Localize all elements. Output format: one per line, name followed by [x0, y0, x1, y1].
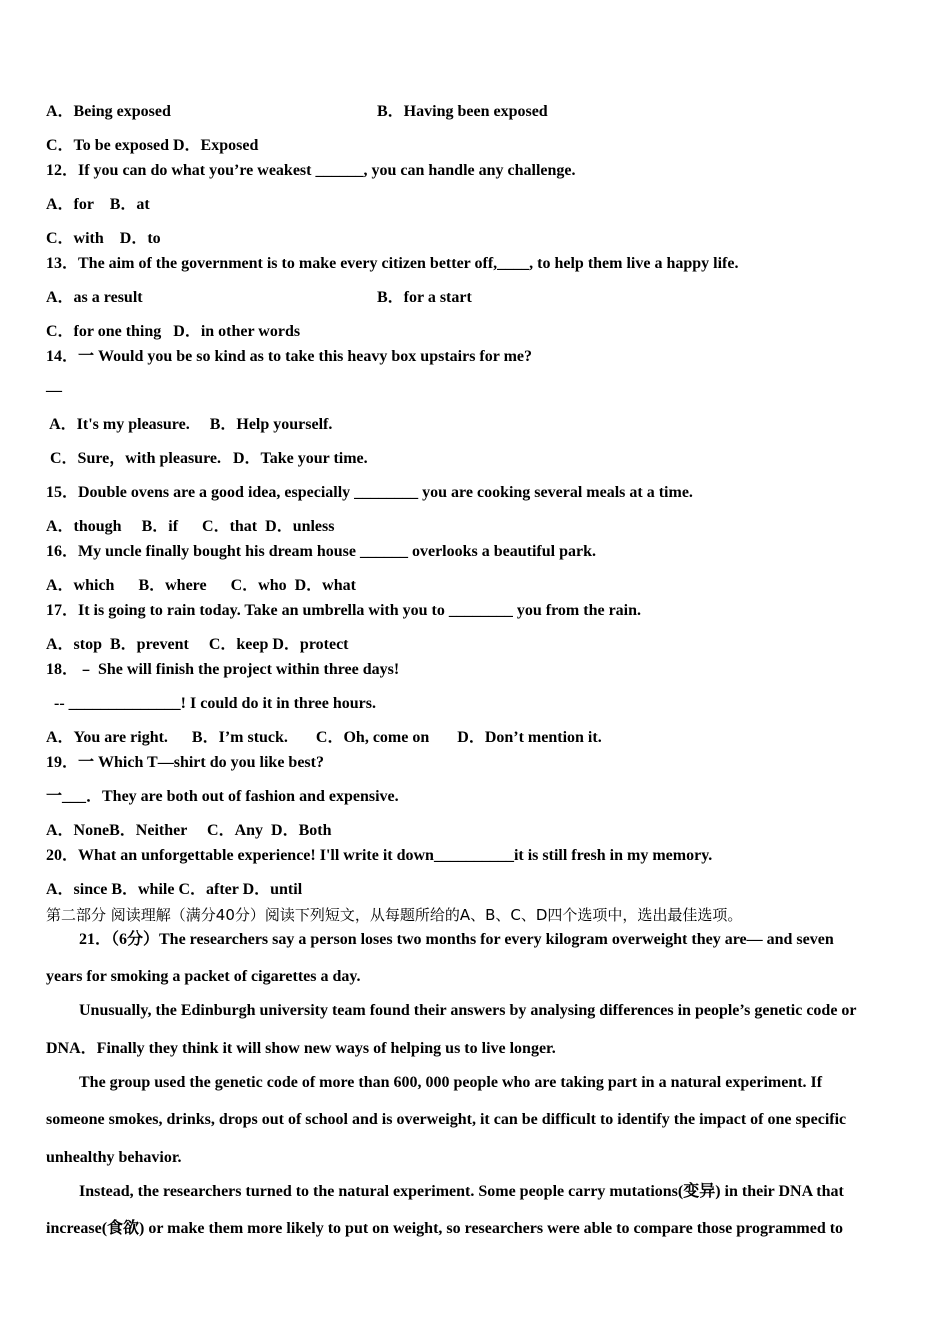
- passage-line-5: The group used the genetic code of more than 600, 000 people who are taking part in a natural experiment. If: [79, 1074, 823, 1091]
- q17-options: A．stop B．prevent C．keep D．protect: [46, 636, 349, 653]
- passage-line-7: unhealthy behavior.: [46, 1149, 182, 1166]
- question-14: 14．一 Would you be so kind as to take this heavy box upstairs for me?: [46, 348, 533, 365]
- passage-line-3: Unusually, the Edinburgh university team found their answers by analysing differences in people’s genetic code or: [79, 1002, 857, 1019]
- q18-options: A．You are right. B．I’m stuck. C．Oh, come on D．Don’t mention it.: [46, 729, 602, 746]
- q19-options: A．NoneB．Neither C．Any D．Both: [46, 822, 332, 839]
- passage-line-8: Instead, the researchers turned to the natural experiment. Some people carry mutations(变异) in their DNA that: [79, 1183, 844, 1200]
- question-17: 17．It is going to rain today. Take an umbrella with you to ________ you from the rain.: [46, 602, 642, 619]
- passage-line-9: increase(食欲) or make them more likely to put on weight, so researchers were able to compare those programmed to: [46, 1220, 844, 1237]
- passage-line-4: DNA．Finally they think it will show new ways of helping us to live longer.: [46, 1040, 556, 1057]
- q15-options: A．though B．if C．that D．unless: [46, 518, 335, 535]
- question-15: 15．Double ovens are a good idea, especially ________ you are cooking several meals at a time.: [46, 484, 693, 501]
- passage-line-1: 21．（6分）The researchers say a person loses two months for every kilogram overweight they are— and seven: [79, 931, 834, 948]
- q14-dialog-reply: —: [46, 382, 62, 399]
- q12-options-cd: C．with D．to: [46, 230, 161, 247]
- q16-options: A．which B．where C．who D．what: [46, 577, 356, 594]
- q14-options-cd: C．Sure，with pleasure. D．Take your time.: [46, 450, 368, 467]
- q13-option-b: B．for a start: [377, 289, 472, 306]
- question-20: 20．What an unforgettable experience! I'll write it down__________it is still fresh in my memory.: [46, 847, 713, 864]
- q11-option-b: B．Having been exposed: [377, 103, 548, 120]
- q11-option-a: A．Being exposed: [46, 103, 171, 120]
- q18-dialog-reply: -- ______________! I could do it in three hours.: [46, 695, 376, 712]
- passage-line-2: years for smoking a packet of cigarettes a day.: [46, 968, 361, 985]
- passage-line-6: someone smokes, drinks, drops out of school and is overweight, it can be difficult to identify the impact of one specific: [46, 1111, 847, 1128]
- q12-options-ab: A．for B．at: [46, 196, 150, 213]
- q14-options-ab: A．It's my pleasure. B．Help yourself.: [46, 416, 333, 433]
- question-18: 18．﹣ She will finish the project within three days!: [46, 661, 400, 678]
- q19-dialog-reply: 一___．They are both out of fashion and expensive.: [46, 788, 399, 805]
- question-13: 13．The aim of the government is to make every citizen better off,____, to help them live a happy life.: [46, 255, 739, 272]
- q13-option-a: A．as a result: [46, 289, 143, 306]
- q20-options: A．since B．while C．after D．until: [46, 881, 303, 898]
- question-16: 16．My uncle finally bought his dream house ______ overlooks a beautiful park.: [46, 543, 596, 560]
- question-12: 12．If you can do what you’re weakest ______, you can handle any challenge.: [46, 162, 576, 179]
- section-heading: 第二部分 阅读理解（满分40分）阅读下列短文，从每题所给的A、B、C、D四个选项中，选出最佳选项。: [46, 906, 743, 924]
- question-19: 19．一 Which T—shirt do you like best?: [46, 754, 324, 771]
- q13-options-cd: C．for one thing D．in other words: [46, 323, 301, 340]
- q11-options-cd: C．To be exposed D．Exposed: [46, 137, 259, 154]
